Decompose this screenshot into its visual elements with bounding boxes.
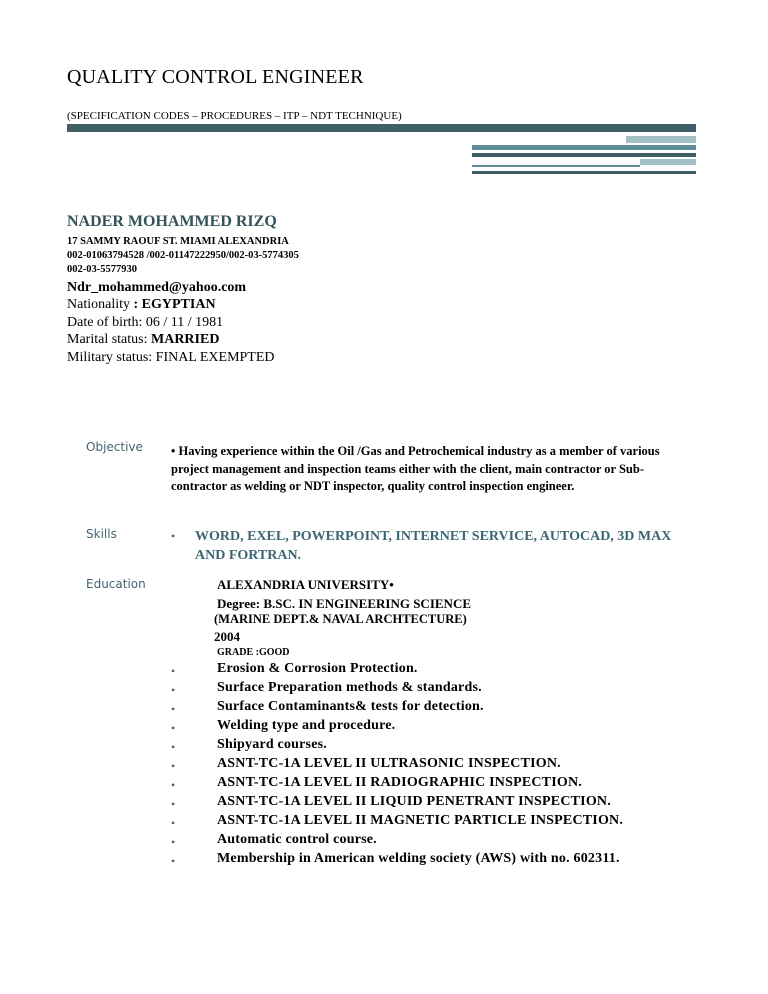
marital-status [67, 332, 219, 348]
course-text: Automatic control course. [217, 832, 377, 847]
bar-teal-2 [472, 165, 640, 167]
bar-dark-3 [472, 171, 696, 174]
bar-teal-1 [472, 145, 696, 150]
objective-label: Objective [86, 440, 143, 454]
phones-line-1: 002-01063794528 /002-01147222950/002-03-5774305 [67, 250, 299, 261]
course-text: Surface Preparation methods & standards. [217, 680, 482, 695]
list-bullet: • [171, 721, 176, 735]
list-bullet: • [171, 854, 176, 868]
marital-label: Marital status: [67, 332, 151, 347]
degree: Degree: B.SC. IN ENGINEERING SCIENCE [217, 596, 472, 611]
phones-line-2: 002-03-5577930 [67, 264, 137, 275]
bar-light-right [640, 159, 696, 165]
university: ALEXANDRIA UNIVERSITY• [217, 577, 394, 592]
list-bullet: • [171, 683, 176, 697]
skills-label: Skills [86, 527, 117, 541]
list-bullet: • [171, 835, 176, 849]
date-of-birth: Date of birth: 06 / 11 / 1981 [67, 315, 224, 330]
skills-text: WORD, EXEL, POWERPOINT, INTERNET SERVICE, AUTOCAD, 3D MAX AND FORTRAN. [195, 529, 672, 563]
list-bullet: • [171, 740, 176, 754]
course-text: ASNT-TC-1A LEVEL II ULTRASONIC INSPECTION. [217, 756, 561, 771]
applicant-name: NADER MOHAMMED RIZQ [67, 213, 277, 230]
course-text: ASNT-TC-1A LEVEL II MAGNETIC PARTICLE INSPECTION. [217, 813, 624, 828]
list-bullet: • [171, 664, 176, 678]
course-text: Shipyard courses. [217, 737, 327, 752]
page-subtitle: (SPECIFICATION CODES – PROCEDURES – ITP – NDT TECHNIQUE) [67, 110, 402, 122]
page-title: QUALITY CONTROL ENGINEER [67, 66, 364, 88]
list-bullet: • [171, 759, 176, 773]
bar-dark-2 [472, 153, 696, 157]
nationality [67, 297, 216, 313]
course-text: Membership in American welding society (AWS) with no. 602311. [217, 851, 620, 866]
list-bullet: • [171, 797, 176, 811]
list-bullet: • [171, 778, 176, 792]
course-text: ASNT-TC-1A LEVEL II LIQUID PENETRANT INSPECTION. [217, 794, 611, 809]
education-label: Education [86, 577, 146, 591]
graduation-year: 2004 [214, 629, 240, 644]
course-text: Erosion & Corrosion Protection. [217, 661, 418, 676]
bar-thick [67, 126, 696, 132]
nationality-label: Nationality [67, 297, 134, 312]
marital-value: MARRIED [151, 332, 220, 347]
course-text: Surface Contaminants& tests for detection. [217, 699, 484, 714]
objective-text: • Having experience within the Oil /Gas and Petrochemical industry as a member of various project management and inspection teams either with the client, main contractor or Sub-contractor as welding or NDT inspector, quality control inspection engineer. [171, 444, 660, 493]
department: (MARINE DEPT.& NAVAL ARCHTECTURE) [214, 612, 467, 626]
email: Ndr_mohammed@yahoo.com [67, 280, 247, 295]
address: 17 SAMMY RAOUF ST. MIAMI ALEXANDRIA [67, 236, 289, 247]
course-text: Welding type and procedure. [217, 718, 396, 733]
list-bullet: • [171, 702, 176, 716]
course-text: ASNT-TC-1A LEVEL II RADIOGRAPHIC INSPECTION. [217, 775, 582, 790]
grade: GRADE :GOOD [217, 647, 290, 658]
skills-bullet: • [171, 529, 176, 543]
military-status: Military status: FINAL EXEMPTED [67, 350, 275, 365]
nationality-value: : EGYPTIAN [133, 297, 216, 312]
bar-light-block [626, 136, 696, 143]
list-bullet: • [171, 816, 176, 830]
